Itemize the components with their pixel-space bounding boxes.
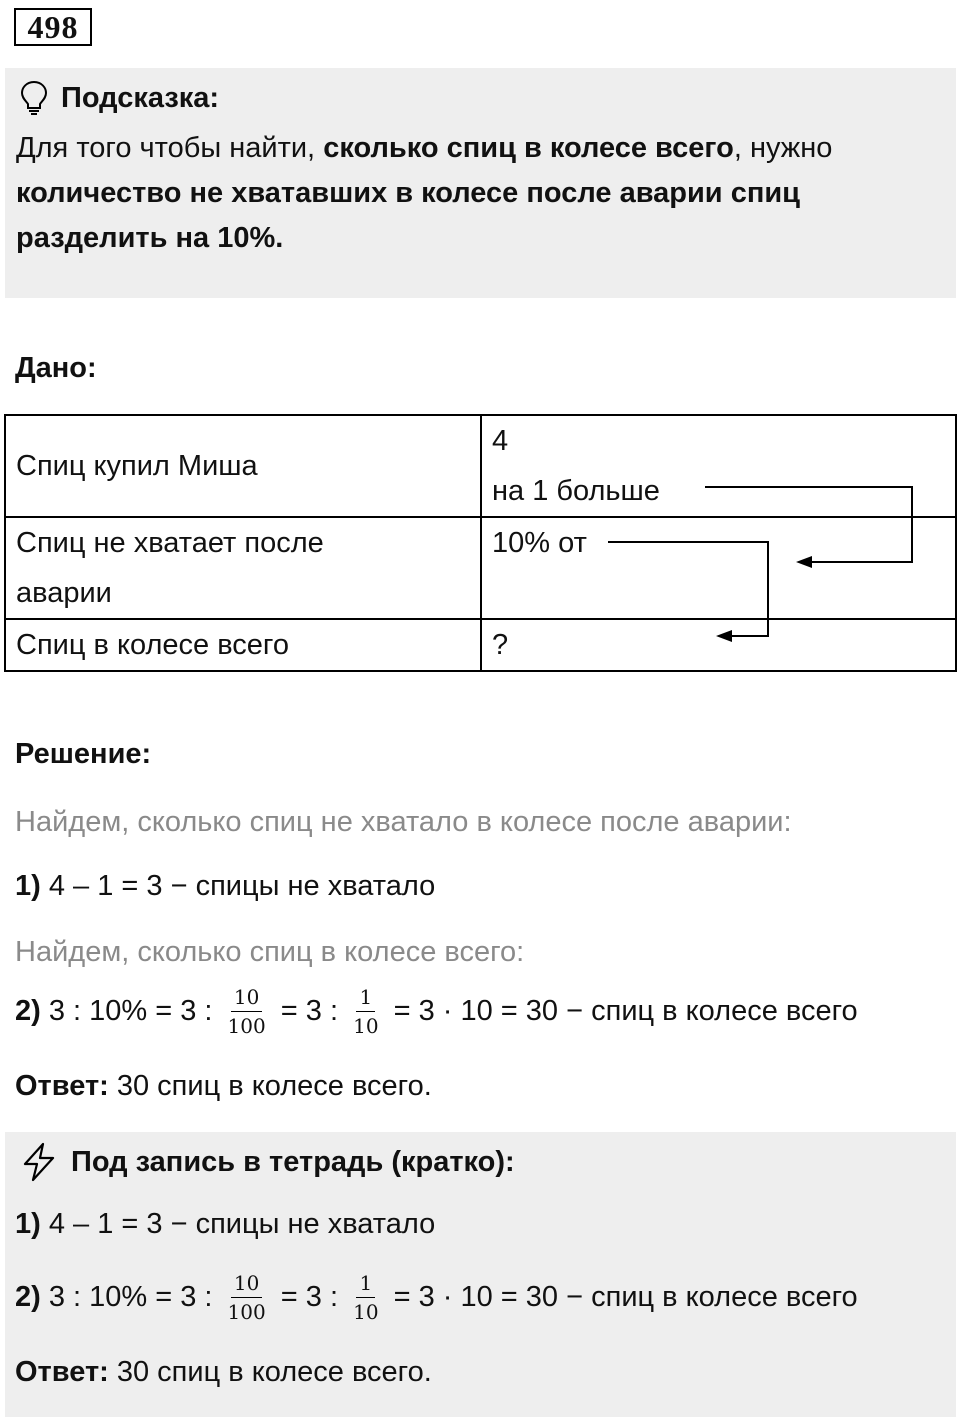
fraction bbox=[225, 986, 269, 1037]
answer-text: 30 спиц в колесе всего. bbox=[108, 1356, 432, 1388]
step-text: = 3 · 10 = 30 − спиц в колесе всего bbox=[385, 995, 858, 1027]
step-text: 4 – 1 = 3 − спицы не хватало bbox=[40, 870, 436, 902]
answer-label: Ответ: bbox=[15, 1356, 109, 1388]
fraction-denominator: 100 bbox=[227, 1300, 266, 1324]
answer-label: Ответ: bbox=[15, 1070, 109, 1102]
step-text: 3 : 10% = 3 : bbox=[40, 1281, 221, 1313]
given-label: аварии bbox=[16, 577, 112, 609]
given-value-cell bbox=[481, 415, 956, 517]
given-value-cell bbox=[481, 517, 956, 619]
step-text: 3 : 10% = 3 : bbox=[40, 995, 221, 1027]
notebook-answer bbox=[15, 1356, 432, 1389]
task-number: 498 bbox=[14, 8, 92, 46]
fraction bbox=[350, 986, 381, 1037]
solution-step2-intro: Найдем, сколько спиц в колесе всего: bbox=[15, 936, 525, 968]
hint-text-bold3: разделить на 10%. bbox=[16, 222, 284, 254]
given-value: ? bbox=[492, 629, 509, 661]
given-value: 10% от bbox=[492, 527, 587, 559]
step-number: 2) bbox=[15, 995, 41, 1027]
solution-step2 bbox=[15, 986, 858, 1037]
fraction-numerator: 10 bbox=[231, 986, 262, 1012]
table-row bbox=[5, 619, 956, 671]
hint-box bbox=[5, 68, 956, 298]
given-label: Спиц в колесе всего bbox=[16, 629, 289, 661]
given-label-cell bbox=[5, 619, 481, 671]
fraction-numerator: 1 bbox=[356, 986, 375, 1012]
lightning-icon bbox=[19, 1142, 59, 1182]
hint-title bbox=[19, 80, 219, 116]
given-value: на 1 больше bbox=[492, 475, 660, 507]
table-row bbox=[5, 415, 956, 517]
fraction-denominator: 100 bbox=[227, 1014, 266, 1038]
fraction bbox=[225, 1272, 269, 1323]
hint-text-bold1: сколько спиц в колесе всего bbox=[323, 132, 734, 164]
step-text: = 3 : bbox=[272, 1281, 347, 1313]
solution-step1 bbox=[15, 870, 435, 903]
solution-step1-intro: Найдем, сколько спиц не хватало в колесе после аварии: bbox=[15, 806, 792, 838]
fraction-numerator: 10 bbox=[231, 1272, 262, 1298]
step-number: 2) bbox=[15, 1281, 41, 1313]
fraction-numerator: 1 bbox=[356, 1272, 375, 1298]
step-text: = 3 : bbox=[272, 995, 347, 1027]
given-value: 4 bbox=[492, 425, 509, 457]
notebook-title-text: Под запись в тетрадь (кратко): bbox=[71, 1145, 515, 1178]
given-value-cell bbox=[481, 619, 956, 671]
answer-text: 30 спиц в колесе всего. bbox=[108, 1070, 432, 1102]
solution-title: Решение: bbox=[15, 738, 152, 770]
lightbulb-icon bbox=[19, 80, 49, 116]
step-number: 1) bbox=[15, 1208, 41, 1240]
hint-text-part1: Для того чтобы найти, bbox=[16, 132, 324, 164]
given-title: Дано: bbox=[15, 352, 97, 384]
hint-text-part2: , нужно bbox=[733, 132, 833, 164]
given-label: Спиц купил Миша bbox=[16, 449, 258, 482]
solution-answer bbox=[15, 1070, 432, 1103]
given-label: Спиц не хватает после bbox=[16, 527, 324, 559]
notebook-step1 bbox=[15, 1208, 435, 1241]
given-label-cell bbox=[5, 517, 481, 619]
given-label-cell bbox=[5, 415, 481, 517]
table-row bbox=[5, 517, 956, 619]
fraction-denominator: 10 bbox=[353, 1014, 379, 1038]
notebook-title bbox=[19, 1142, 515, 1182]
notebook-step2 bbox=[15, 1272, 858, 1323]
hint-text-bold2: количество не хватавших в колесе после аварии спиц bbox=[16, 177, 800, 209]
fraction-denominator: 10 bbox=[353, 1300, 379, 1324]
hint-text bbox=[16, 126, 946, 261]
given-table bbox=[4, 414, 957, 672]
step-text: 4 – 1 = 3 − спицы не хватало bbox=[40, 1208, 436, 1240]
fraction bbox=[350, 1272, 381, 1323]
step-text: = 3 · 10 = 30 − спиц в колесе всего bbox=[385, 1281, 858, 1313]
step-number: 1) bbox=[15, 870, 41, 902]
hint-title-text: Подсказка: bbox=[61, 81, 220, 114]
